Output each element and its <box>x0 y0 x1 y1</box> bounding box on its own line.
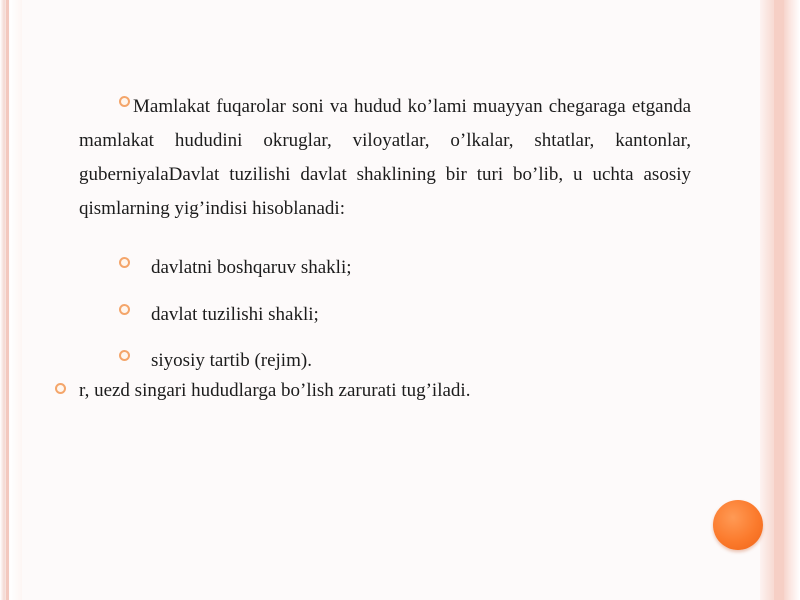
list-bullet-icon <box>119 350 130 361</box>
right-edge-decoration <box>760 0 800 600</box>
list-bullet-icon <box>119 257 130 268</box>
list-item: siyosiy tartib (rejim). <box>151 350 312 371</box>
list-bullet-icon <box>55 383 66 394</box>
left-edge-decoration <box>0 0 22 600</box>
main-paragraph: Mamlakat fuqarolar soni va hudud ko’lami muayyan chegaraga etganda mamlakat hududini okruglar, viloyatlar, o’lkalar, shtatlar, kantonlar, guberniyalaDavlat tuzilishi davlat shaklining bir turi bo’lib, u uchta asosiy qismlarning yig’indisi hisoblanadi: <box>79 96 691 219</box>
bottom-line: r, uezd singari hududlarga bo’lish zarurati tug’iladi. <box>79 380 471 401</box>
list-item: davlat tuzilishi shakli; <box>151 304 319 325</box>
orange-circle-decoration <box>713 500 763 550</box>
list-bullet-icon <box>119 304 130 315</box>
list-item: davlatni boshqaruv shakli; <box>151 257 352 278</box>
